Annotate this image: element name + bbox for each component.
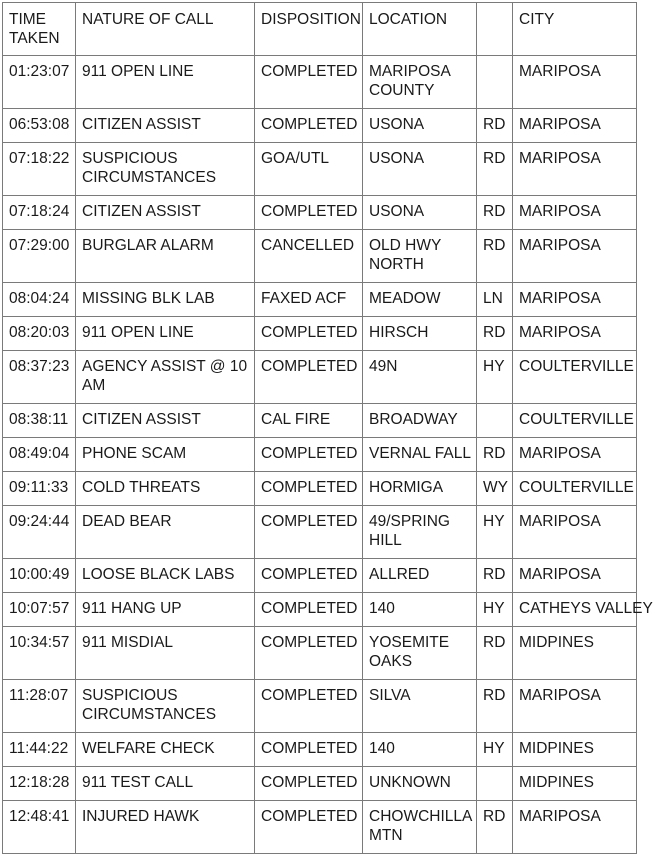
disposition-cell: COMPLETED — [255, 472, 363, 506]
location-cell: UNKNOWN — [363, 767, 477, 801]
nature-cell: 911 OPEN LINE — [76, 56, 255, 109]
disposition-cell: COMPLETED — [255, 317, 363, 351]
table-row — [3, 230, 637, 283]
table-row — [3, 283, 637, 317]
table-row — [3, 56, 637, 109]
disposition-cell: COMPLETED — [255, 559, 363, 593]
table-row — [3, 196, 637, 230]
table-row — [3, 627, 637, 680]
time-cell: 10:00:49 — [3, 559, 76, 593]
location-cell: USONA — [363, 109, 477, 143]
location-cell: USONA — [363, 143, 477, 196]
disposition-cell: CANCELLED — [255, 230, 363, 283]
city-cell: MARIPOSA — [513, 143, 637, 196]
city-cell: COULTERVILLE — [513, 351, 637, 404]
city-cell: MARIPOSA — [513, 680, 637, 733]
street-type-cell: RD — [477, 801, 513, 854]
city-cell: MARIPOSA — [513, 801, 637, 854]
disposition-cell: FAXED ACF — [255, 283, 363, 317]
city-cell: MARIPOSA — [513, 438, 637, 472]
time-cell: 11:28:07 — [3, 680, 76, 733]
city-cell: MARIPOSA — [513, 283, 637, 317]
street-type-cell: RD — [477, 680, 513, 733]
location-cell: ALLRED — [363, 559, 477, 593]
time-cell: 08:20:03 — [3, 317, 76, 351]
call-log-table — [2, 2, 653, 854]
city-cell: MARIPOSA — [513, 230, 637, 283]
city-cell: MARIPOSA — [513, 196, 637, 230]
city-cell: COULTERVILLE — [513, 472, 637, 506]
table-row — [3, 767, 637, 801]
city-cell: MIDPINES — [513, 627, 637, 680]
time-cell: 10:07:57 — [3, 593, 76, 627]
location-cell: MEADOW — [363, 283, 477, 317]
nature-cell: MISSING BLK LAB — [76, 283, 255, 317]
nature-cell: 911 OPEN LINE — [76, 317, 255, 351]
disposition-cell: COMPLETED — [255, 506, 363, 559]
city-cell: MARIPOSA — [513, 317, 637, 351]
city-cell: MIDPINES — [513, 733, 637, 767]
table-row — [3, 109, 637, 143]
nature-cell: SUSPICIOUS CIRCUMSTANCES — [76, 143, 255, 196]
location-cell: SILVA — [363, 680, 477, 733]
header-row — [3, 3, 637, 56]
table-row — [3, 317, 637, 351]
table-row — [3, 351, 637, 404]
table-row — [3, 472, 637, 506]
street-type-cell — [477, 56, 513, 109]
street-type-cell: HY — [477, 506, 513, 559]
table-row — [3, 559, 637, 593]
disposition-cell: COMPLETED — [255, 196, 363, 230]
time-cell: 12:18:28 — [3, 767, 76, 801]
table-row — [3, 506, 637, 559]
nature-cell: CITIZEN ASSIST — [76, 109, 255, 143]
nature-cell: DEAD BEAR — [76, 506, 255, 559]
street-type-cell: RD — [477, 627, 513, 680]
location-cell: OLD HWY NORTH — [363, 230, 477, 283]
time-cell: 01:23:07 — [3, 56, 76, 109]
time-cell: 06:53:08 — [3, 109, 76, 143]
location-cell: YOSEMITE OAKS — [363, 627, 477, 680]
city-cell: MARIPOSA — [513, 109, 637, 143]
time-cell: 11:44:22 — [3, 733, 76, 767]
location-cell: USONA — [363, 196, 477, 230]
street-type-cell: RD — [477, 109, 513, 143]
street-type-cell: HY — [477, 733, 513, 767]
time-cell: 08:49:04 — [3, 438, 76, 472]
time-cell: 09:24:44 — [3, 506, 76, 559]
nature-cell: SUSPICIOUS CIRCUMSTANCES — [76, 680, 255, 733]
time-cell: 07:18:22 — [3, 143, 76, 196]
nature-cell: BURGLAR ALARM — [76, 230, 255, 283]
time-cell: 08:04:24 — [3, 283, 76, 317]
nature-cell: LOOSE BLACK LABS — [76, 559, 255, 593]
street-type-cell: HY — [477, 593, 513, 627]
time-cell: 09:11:33 — [3, 472, 76, 506]
city-cell: MARIPOSA — [513, 559, 637, 593]
street-type-cell: RD — [477, 143, 513, 196]
header-disposition: DISPOSITION — [255, 3, 363, 56]
street-type-cell: RD — [477, 438, 513, 472]
location-cell: 140 — [363, 733, 477, 767]
disposition-cell: COMPLETED — [255, 56, 363, 109]
location-cell: 49N — [363, 351, 477, 404]
table-row — [3, 593, 637, 627]
nature-cell: INJURED HAWK — [76, 801, 255, 854]
location-cell: VERNAL FALL — [363, 438, 477, 472]
location-cell: HIRSCH — [363, 317, 477, 351]
location-cell: 140 — [363, 593, 477, 627]
header-city: CITY — [513, 3, 637, 56]
nature-cell: WELFARE CHECK — [76, 733, 255, 767]
nature-cell: 911 TEST CALL — [76, 767, 255, 801]
street-type-cell: WY — [477, 472, 513, 506]
street-type-cell: RD — [477, 559, 513, 593]
disposition-cell: COMPLETED — [255, 351, 363, 404]
time-cell: 08:37:23 — [3, 351, 76, 404]
time-cell: 12:48:41 — [3, 801, 76, 854]
header-street-type — [477, 3, 513, 56]
location-cell: 49/SPRING HILL — [363, 506, 477, 559]
disposition-cell: COMPLETED — [255, 109, 363, 143]
street-type-cell: HY — [477, 351, 513, 404]
time-cell: 08:38:11 — [3, 404, 76, 438]
header-location: LOCATION — [363, 3, 477, 56]
table-row — [3, 733, 637, 767]
table-row — [3, 438, 637, 472]
disposition-cell: COMPLETED — [255, 680, 363, 733]
street-type-cell — [477, 404, 513, 438]
table-row — [3, 404, 637, 438]
time-cell: 10:34:57 — [3, 627, 76, 680]
location-cell: MARIPOSA COUNTY — [363, 56, 477, 109]
disposition-cell: GOA/UTL — [255, 143, 363, 196]
disposition-cell: COMPLETED — [255, 627, 363, 680]
table-row — [3, 143, 637, 196]
street-type-cell: RD — [477, 317, 513, 351]
street-type-cell: RD — [477, 196, 513, 230]
disposition-cell: COMPLETED — [255, 767, 363, 801]
nature-cell: 911 HANG UP — [76, 593, 255, 627]
nature-cell: CITIZEN ASSIST — [76, 404, 255, 438]
nature-cell: CITIZEN ASSIST — [76, 196, 255, 230]
city-cell: MARIPOSA — [513, 506, 637, 559]
header-nature-of-call: NATURE OF CALL — [76, 3, 255, 56]
nature-cell: AGENCY ASSIST @ 10 AM — [76, 351, 255, 404]
disposition-cell: CAL FIRE — [255, 404, 363, 438]
location-cell: CHOWCHILLA MTN — [363, 801, 477, 854]
header-time-taken: TIME TAKEN — [3, 3, 76, 56]
street-type-cell — [477, 767, 513, 801]
time-cell: 07:18:24 — [3, 196, 76, 230]
disposition-cell: COMPLETED — [255, 593, 363, 627]
nature-cell: PHONE SCAM — [76, 438, 255, 472]
nature-cell: COLD THREATS — [76, 472, 255, 506]
street-type-cell: LN — [477, 283, 513, 317]
city-cell: MIDPINES — [513, 767, 637, 801]
city-cell: MARIPOSA — [513, 56, 637, 109]
table-body — [3, 56, 653, 854]
city-cell: COULTERVILLE — [513, 404, 637, 438]
location-cell: HORMIGA — [363, 472, 477, 506]
table-row — [3, 680, 637, 733]
table-row — [3, 801, 637, 854]
disposition-cell: COMPLETED — [255, 438, 363, 472]
location-cell: BROADWAY — [363, 404, 477, 438]
nature-cell: 911 MISDIAL — [76, 627, 255, 680]
city-cell: CATHEYS VALLEY — [513, 593, 637, 627]
time-cell: 07:29:00 — [3, 230, 76, 283]
street-type-cell: RD — [477, 230, 513, 283]
disposition-cell: COMPLETED — [255, 733, 363, 767]
disposition-cell: COMPLETED — [255, 801, 363, 854]
